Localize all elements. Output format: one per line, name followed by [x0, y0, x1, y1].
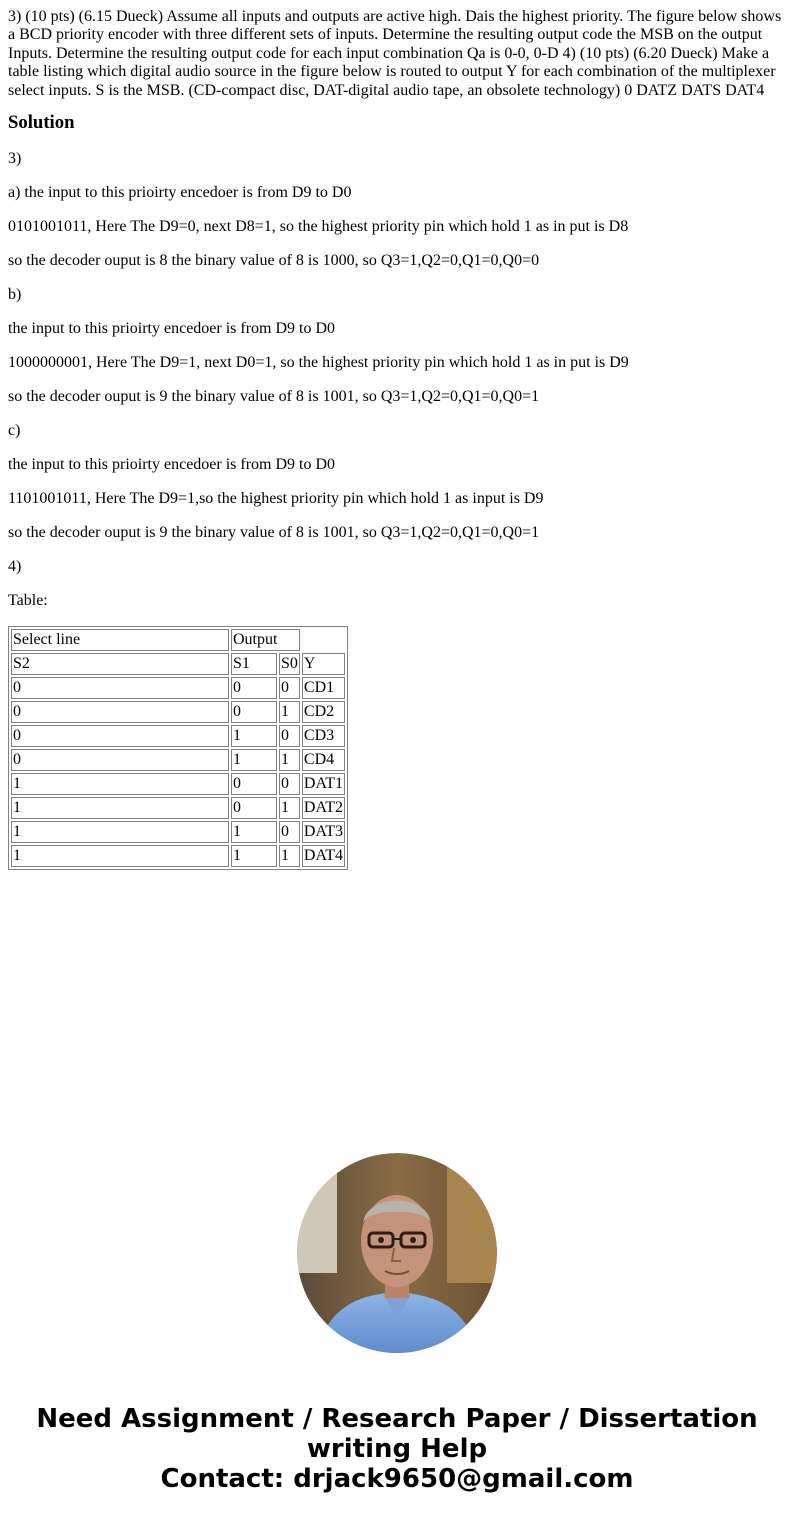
solution-paragraph: so the decoder ouput is 9 the binary value of 8 is 1001, so Q3=1,Q2=0,Q1=0,Q0=1	[8, 388, 540, 406]
table-cell: 1	[11, 845, 229, 867]
table-cell: 0	[279, 677, 300, 699]
solution-paragraph: 3)	[8, 150, 22, 168]
solution-paragraph: the input to this prioirty encedoer is from D9 to D0	[8, 320, 336, 338]
solution-paragraph: so the decoder ouput is 8 the binary value of 8 is 1000, so Q3=1,Q2=0,Q1=0,Q0=0	[8, 252, 540, 270]
table-header-cell: S0	[279, 653, 300, 675]
table-cell: 0	[231, 797, 277, 819]
table-header-cell: S1	[231, 653, 277, 675]
solution-paragraph: 0101001011, Here The D9=0, next D8=1, so the highest priority pin which hold 1 as in put is D8	[8, 218, 629, 236]
banner-contact: Contact: drjack9650@gmail.com	[160, 1464, 634, 1494]
table-row	[11, 701, 345, 723]
table-cell: 0	[11, 677, 229, 699]
table-row	[11, 821, 345, 843]
table-cell: 1	[279, 749, 300, 771]
table-cell: CD1	[302, 677, 345, 699]
solution-paragraph: 1000000001, Here The D9=1, next D0=1, so the highest priority pin which hold 1 as in put is D9	[8, 354, 629, 372]
mux-select-table	[8, 626, 348, 870]
solution-paragraph: c)	[8, 422, 21, 440]
table-cell: 1	[231, 749, 277, 771]
table-row	[11, 749, 345, 771]
solution-paragraph: so the decoder ouput is 9 the binary value of 8 is 1001, so Q3=1,Q2=0,Q1=0,Q0=1	[8, 524, 540, 542]
table-cell: DAT4	[302, 845, 345, 867]
table-cell: 1	[11, 821, 229, 843]
table-cell: 0	[279, 821, 300, 843]
table-group-header: Select line	[11, 629, 229, 651]
table-cell: 1	[231, 725, 277, 747]
solution-paragraph: 1101001011, Here The D9=1,so the highest priority pin which hold 1 as input is D9	[8, 490, 544, 508]
table-cell: CD2	[302, 701, 345, 723]
table-cell: 0	[231, 701, 277, 723]
table-group-header: Output	[231, 629, 300, 651]
table-header-cell: Y	[302, 653, 345, 675]
table-row	[11, 797, 345, 819]
table-cell: DAT1	[302, 773, 345, 795]
table-cell: 1	[231, 821, 277, 843]
table-row	[11, 773, 345, 795]
solution-heading: Solution	[8, 112, 75, 134]
table-cell: DAT3	[302, 821, 345, 843]
table-header-row	[11, 653, 345, 675]
table-cell: 1	[11, 773, 229, 795]
table-group-header-row	[11, 629, 345, 651]
table-header-cell: S2	[11, 653, 229, 675]
document-content	[8, 8, 786, 870]
table-cell: 0	[279, 773, 300, 795]
table-row	[11, 845, 345, 867]
table-row	[11, 677, 345, 699]
table-cell: 1	[279, 701, 300, 723]
table-cell: 0	[11, 749, 229, 771]
table-cell: 0	[11, 725, 229, 747]
tutor-avatar	[297, 1153, 497, 1353]
table-cell: CD3	[302, 725, 345, 747]
table-cell: 0	[231, 677, 277, 699]
table-cell: 1	[279, 797, 300, 819]
question-text: 3) (10 pts) (6.15 Dueck) Assume all inputs and outputs are active high. Dais the highest priority. The figure below shows a BCD priority encoder with three different sets of inputs. Determine the resulting output code the MSB on the output Inputs. Determine the resulting output code for each input combination Qa is 0-0, 0-D 4) (10 pts) (6.20 Dueck) Make a table listing which digital audio source in the figure below is routed to output Y for each combination of the multiplexer select inputs. S is the MSB. (CD-compact disc, DAT-digital audio tape, an obsolete technology) 0 DATZ DATS DAT4	[8, 8, 782, 99]
solution-paragraph: Table:	[8, 592, 48, 610]
table-cell: 0	[231, 773, 277, 795]
table-cell: 1	[11, 797, 229, 819]
solution-paragraph: the input to this prioirty encedoer is from D9 to D0	[8, 456, 336, 474]
solution-paragraph: a) the input to this prioirty encedoer is from D9 to D0	[8, 184, 352, 202]
table-cell: 0	[279, 725, 300, 747]
solution-paragraph: 4)	[8, 558, 22, 576]
solution-paragraph: b)	[8, 286, 22, 304]
table-cell: DAT2	[302, 797, 345, 819]
table-row	[11, 725, 345, 747]
banner-line: Need Assignment / Research Paper / Dissertation	[36, 1404, 758, 1434]
solution-body	[8, 150, 786, 610]
assignment-help-banner	[0, 1404, 794, 1494]
table-cell: 1	[231, 845, 277, 867]
table-cell: CD4	[302, 749, 345, 771]
table-cell: 0	[11, 701, 229, 723]
table-cell: 1	[279, 845, 300, 867]
banner-line: writing Help	[306, 1434, 488, 1464]
